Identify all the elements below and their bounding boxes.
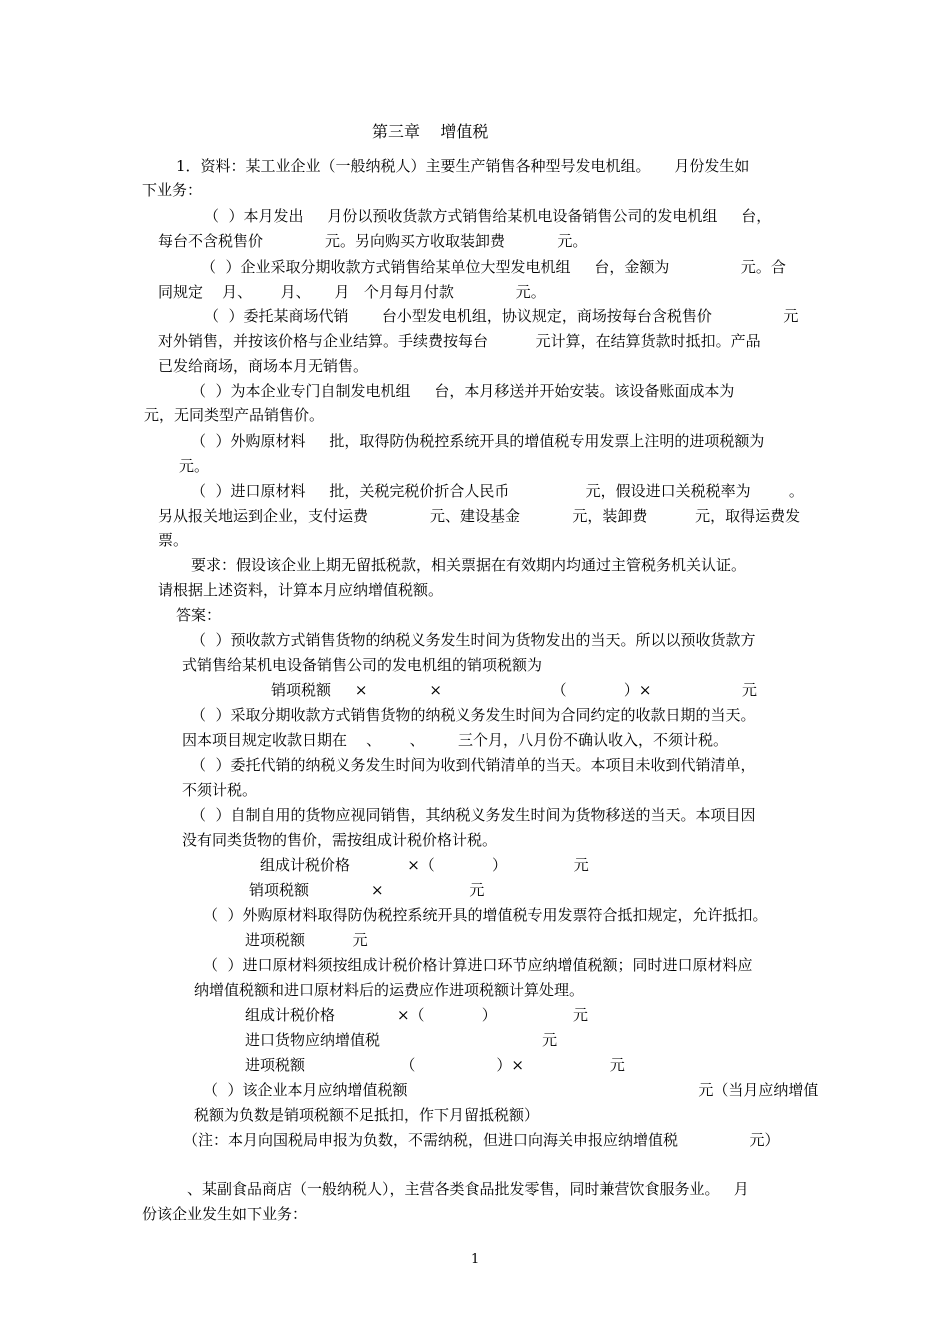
text-line: 对外销售，并按该价格与企业结算。手续费按每台 元计算，在结算货款时抵扣。产品 [158,332,761,350]
formula-line: 进项税额 元 [245,931,368,949]
text-line: 不须计税。 [182,781,258,799]
text-line: 已发给商场，商场本月无销售。 [158,357,369,375]
text-line: 1．资料：某工业企业（一般纳税人）主要生产销售各种型号发电机组。 月份发生如 [176,157,750,175]
text-line: （ ）本月发出 月份以预收货款方式销售给某机电设备销售公司的发电机组 台， [204,207,772,225]
text-line: 份该企业发生如下业务： [142,1205,308,1223]
text-line: （ ）自制自用的货物应视同销售，其纳税义务发生时间为货物移送的当天。本项目因 [191,806,756,824]
text-line: 票。 [158,531,189,549]
formula-line: 进口货物应纳增值税 元 [245,1031,558,1049]
text-line: 没有同类货物的售价，需按组成计税价格计税。 [182,831,498,849]
text-line: （ ）委托代销的纳税义务发生时间为收到代销清单的当天。本项目未收到代销清单， [191,756,756,774]
text-line: （ ）该企业本月应纳增值税额 元（当月应纳增值 [203,1081,819,1099]
text-line: 另从报关地运到企业，支付运费 元、建设基金 元，装卸费 元，取得运费发 [158,507,801,525]
chapter-title: 第三章 增值税 [372,122,489,141]
text-line: 式销售给某机电设备销售公司的发电机组的销项税额为 [182,656,543,674]
page-number: 1 [471,1252,480,1267]
text-line: 元。 [179,457,210,475]
text-line: （ ）为本企业专门自制发电机组 台，本月移送并开始安装。该设备账面成本为 [191,382,735,400]
text-line: 同规定 月、 月、 月 个月每月付款 元。 [158,283,546,301]
formula-line: 销项税额 × 元 [249,881,485,899]
text-line: （ ）进口原材料 批，关税完税价折合人民币 元，假设进口关税税率为 。 [191,482,804,500]
text-line: 元，无同类型产品销售价。 [144,406,325,424]
formula-line: 组成计税价格 ×（ ） 元 [245,1006,589,1024]
text-line: 、某副食品商店（一般纳税人），主营各类食品批发零售，同时兼营饮食服务业。 月 [187,1180,749,1198]
text-line: （ ）进口原材料须按组成计税价格计算进口环节应纳增值税额；同时进口原材料应 [203,956,753,974]
text-line: （ ）采取分期收款方式销售货物的纳税义务发生时间为合同约定的收款日期的当天。 [191,706,756,724]
formula-line: 组成计税价格 ×（ ） 元 [260,856,589,874]
text-line: 每台不含税售价 元。另向购买方收取装卸费 元。 [158,232,588,250]
text-line: （ ）预收款方式销售货物的纳税义务发生时间为货物发出的当天。所以以预收货款方 [191,631,756,649]
text-line: 税额为负数是销项税额不足抵扣，作下月留抵税额） [194,1106,540,1124]
formula-line: 进项税额 （ ）× 元 [245,1056,625,1074]
text-line: 因本项目规定收款日期在 、 、 三个月，八月份不确认收入，不须计税。 [182,731,729,749]
text-line: 下业务： [142,181,203,199]
text-line: 请根据上述资料，计算本月应纳增值税额。 [158,581,444,599]
formula-line: 销项税额 × × （ ）× 元 [271,681,758,699]
text-line: （ ）委托某商场代销 台小型发电机组，协议规定，商场按每台含税售价 元 [204,307,799,325]
text-line: （ ）企业采取分期收款方式销售给某单位大型发电机组 台，金额为 元。合 [201,258,786,276]
text-line: 答案： [176,606,222,624]
text-line: 纳增值税额和进口原材料后的运费应作进项税额计算处理。 [194,981,585,999]
text-line: 要求：假设该企业上期无留抵税款，相关票据在有效期内均通过主管税务机关认证。 [191,556,747,574]
note-line: （注：本月向国税局申报为负数，不需纳税，但进口向海关申报应纳增值税 元） [183,1131,780,1149]
text-line: （ ）外购原材料取得防伪税控系统开具的增值税专用发票符合抵扣规定，允许抵扣。 [203,906,768,924]
text-line: （ ）外购原材料 批，取得防伪税控系统开具的增值税专用发票上注明的进项税额为 [191,432,765,450]
